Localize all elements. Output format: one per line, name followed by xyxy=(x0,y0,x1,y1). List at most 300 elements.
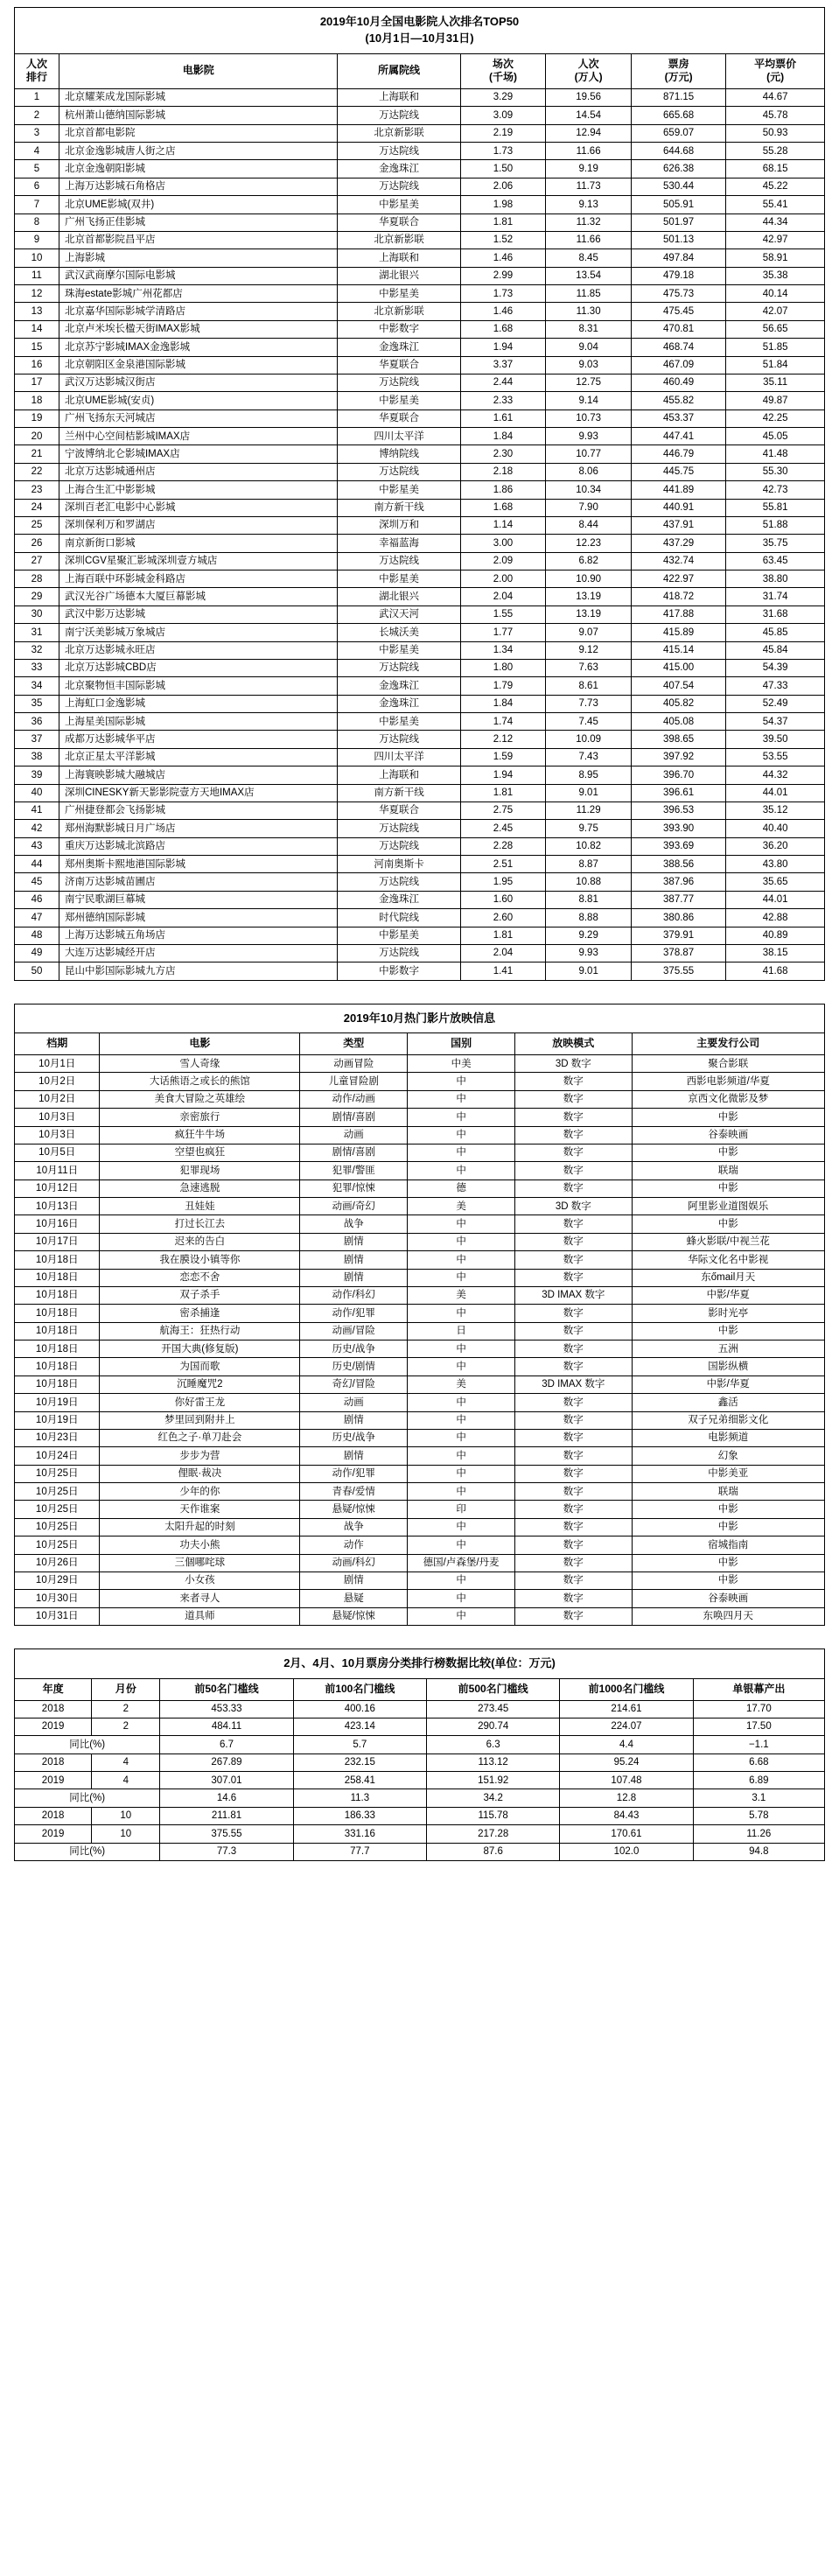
table-cell: 2019 xyxy=(15,1825,92,1843)
table-row xyxy=(15,837,825,855)
table-cell: 成都万达影城华平店 xyxy=(59,731,338,748)
table-cell: 中 xyxy=(408,1251,515,1269)
table-cell: 数字 xyxy=(515,1090,632,1108)
table-cell: 9.07 xyxy=(546,624,632,641)
table-row xyxy=(15,196,825,214)
table-row xyxy=(15,1251,825,1269)
table-cell: 63.45 xyxy=(726,552,825,570)
table-cell: 9.01 xyxy=(546,784,632,802)
table-cell: 1.81 xyxy=(460,927,546,944)
table-cell: 422.97 xyxy=(631,570,725,588)
table-cell: 动作/犯罪 xyxy=(300,1305,408,1322)
table-cell: 17.50 xyxy=(693,1718,824,1735)
table-cell: 10.77 xyxy=(546,445,632,463)
table-cell: 45.22 xyxy=(726,178,825,195)
th-top1000-threshold: 前1000名门槛线 xyxy=(560,1678,693,1700)
th-genre: 类型 xyxy=(300,1033,408,1055)
table-cell: 626.38 xyxy=(631,160,725,178)
table-cell: 国影纵横 xyxy=(632,1358,824,1376)
table-cell: 迟来的告白 xyxy=(100,1233,300,1250)
table-cell: 北京朝阳区金泉港国际影城 xyxy=(59,356,338,374)
table-cell: 396.61 xyxy=(631,784,725,802)
table-cell: 5.7 xyxy=(293,1736,426,1754)
table-row xyxy=(15,909,825,927)
table-cell: 34.2 xyxy=(427,1789,560,1807)
table-row xyxy=(15,1411,825,1429)
table-row xyxy=(15,1501,825,1518)
table-cell: 31.74 xyxy=(726,588,825,606)
table-row xyxy=(15,1807,825,1824)
table-cell: 中影 xyxy=(632,1109,824,1126)
table-cell: 19 xyxy=(15,410,59,427)
table-row xyxy=(15,1322,825,1340)
table-row xyxy=(15,481,825,499)
table-row xyxy=(15,516,825,534)
table-row xyxy=(15,1215,825,1233)
table-row xyxy=(15,178,825,195)
table-row xyxy=(15,944,825,962)
table-cell: 青春/爱情 xyxy=(300,1483,408,1501)
table-cell: 中影数字 xyxy=(338,962,460,980)
table1-body xyxy=(15,88,825,980)
table-cell: 4 xyxy=(15,143,59,160)
table-cell: 数字 xyxy=(515,1465,632,1482)
table-cell: 动画/科幻 xyxy=(300,1554,408,1572)
table-cell: 44.67 xyxy=(726,88,825,106)
table-cell: 剧情 xyxy=(300,1251,408,1269)
table-cell: 上海联和 xyxy=(338,249,460,267)
table-cell: 10月17日 xyxy=(15,1233,100,1250)
table-cell: 10月26日 xyxy=(15,1554,100,1572)
table-cell: 49 xyxy=(15,944,59,962)
th-chain: 所属院线 xyxy=(338,53,460,88)
table-cell: 35.75 xyxy=(726,535,825,552)
table-cell: 13.54 xyxy=(546,267,632,284)
table-cell: 10月29日 xyxy=(15,1572,100,1589)
table-cell: 393.69 xyxy=(631,837,725,855)
table-cell: 中 xyxy=(408,1447,515,1465)
table-cell: 悬疑/惊悚 xyxy=(300,1501,408,1518)
table-cell: 4.4 xyxy=(560,1736,693,1754)
table-cell: 47 xyxy=(15,909,59,927)
table-cell: 金逸珠江 xyxy=(338,160,460,178)
table-cell: 217.28 xyxy=(427,1825,560,1843)
table-cell: 数字 xyxy=(515,1233,632,1250)
table-row xyxy=(15,392,825,410)
table-cell: 数字 xyxy=(515,1305,632,1322)
table-cell: 阿里影业道图娱乐 xyxy=(632,1198,824,1215)
table-cell: 54.37 xyxy=(726,713,825,731)
table-row xyxy=(15,1572,825,1589)
table-row xyxy=(15,1073,825,1090)
table-cell: 2018 xyxy=(15,1700,92,1718)
table-cell: 时代院线 xyxy=(338,909,460,927)
table-cell: 中影星美 xyxy=(338,713,460,731)
table-cell: 影时光亭 xyxy=(632,1305,824,1322)
table-row xyxy=(15,1358,825,1376)
table-cell: 307.01 xyxy=(160,1772,293,1789)
table-cell: 中影 xyxy=(632,1180,824,1197)
table-cell: 27 xyxy=(15,552,59,570)
table-cell: 40.14 xyxy=(726,285,825,303)
table-row xyxy=(15,445,825,463)
table-row xyxy=(15,713,825,731)
table-cell: 中 xyxy=(408,1269,515,1286)
table3-title-row xyxy=(15,1649,825,1679)
table-cell: 幻象 xyxy=(632,1447,824,1465)
table-row xyxy=(15,1789,825,1807)
table-row xyxy=(15,1055,825,1073)
table-cell: 沉睡魔咒2 xyxy=(100,1376,300,1393)
table-cell: 8.95 xyxy=(546,766,632,784)
table-cell: 剧情/喜剧 xyxy=(300,1144,408,1161)
table-cell: 谷泰映画 xyxy=(632,1126,824,1144)
table1-header-row xyxy=(15,53,825,88)
table-cell: 530.44 xyxy=(631,178,725,195)
table-cell: 东őmail月天 xyxy=(632,1269,824,1286)
table-cell: 丑娃娃 xyxy=(100,1198,300,1215)
table-cell: 数字 xyxy=(515,1162,632,1180)
th-cinema: 电影院 xyxy=(59,53,338,88)
table-cell: 9.93 xyxy=(546,428,632,445)
table-cell: 10.88 xyxy=(546,873,632,891)
table-cell: 中影星美 xyxy=(338,570,460,588)
table-cell: 数字 xyxy=(515,1483,632,1501)
table-cell: 267.89 xyxy=(160,1754,293,1771)
table-row xyxy=(15,1305,825,1322)
table-cell: 深圳万和 xyxy=(338,516,460,534)
table-cell: 8.45 xyxy=(546,249,632,267)
table-cell: 31.68 xyxy=(726,606,825,623)
table-cell: 1.61 xyxy=(460,410,546,427)
table-cell: 1.81 xyxy=(460,784,546,802)
table-cell: 437.29 xyxy=(631,535,725,552)
table-cell: 7.90 xyxy=(546,499,632,516)
table-cell: 42.88 xyxy=(726,909,825,927)
table-cell: 河南奥斯卡 xyxy=(338,856,460,873)
table-cell: 17 xyxy=(15,374,59,391)
table-cell: 万达院线 xyxy=(338,463,460,480)
table-cell: 49.87 xyxy=(726,392,825,410)
table-cell: 上海百联中环影城金科路店 xyxy=(59,570,338,588)
table-cell: 武汉武商摩尔国际电影城 xyxy=(59,267,338,284)
table-cell: 22 xyxy=(15,463,59,480)
th-avgprice-l1: 平均票价 xyxy=(754,57,797,70)
table-cell: 华夏联合 xyxy=(338,356,460,374)
table-cell: 长城沃美 xyxy=(338,624,460,641)
table-cell: 北京新影联 xyxy=(338,303,460,320)
table-cell: 11.85 xyxy=(546,285,632,303)
table-cell: 10月18日 xyxy=(15,1340,100,1358)
table-row xyxy=(15,624,825,641)
table-cell: 42.07 xyxy=(726,303,825,320)
table-cell: 11.66 xyxy=(546,231,632,248)
table-cell: 中影星美 xyxy=(338,641,460,659)
table-cell: 中 xyxy=(408,1536,515,1554)
threshold-comparison-table xyxy=(14,1648,825,1861)
table-cell: 珠海estate影城广州花都店 xyxy=(59,285,338,303)
table-cell: 数字 xyxy=(515,1607,632,1625)
table-cell: 1.84 xyxy=(460,695,546,712)
table-cell: 武汉万达影城汉街店 xyxy=(59,374,338,391)
table-cell: 34 xyxy=(15,677,59,695)
table-cell: 470.81 xyxy=(631,320,725,338)
cinema-admissions-top50-table xyxy=(14,7,825,981)
table-cell: 871.15 xyxy=(631,88,725,106)
table-cell: 35.12 xyxy=(726,802,825,819)
table-row xyxy=(15,1554,825,1572)
table-cell: 1.46 xyxy=(460,303,546,320)
table-cell: 45.85 xyxy=(726,624,825,641)
table-cell: 犯罪/惊悚 xyxy=(300,1180,408,1197)
th-per-screen-output: 单银幕产出 xyxy=(693,1678,824,1700)
table-row xyxy=(15,231,825,248)
table-cell: 宁波博纳北仑影城IMAX店 xyxy=(59,445,338,463)
table-cell: 417.88 xyxy=(631,606,725,623)
table-cell: 10月25日 xyxy=(15,1501,100,1518)
table-cell: 动画 xyxy=(300,1126,408,1144)
table-row xyxy=(15,1590,825,1607)
table-cell: 10月3日 xyxy=(15,1126,100,1144)
table-cell: 中 xyxy=(408,1126,515,1144)
table-cell: 10月31日 xyxy=(15,1607,100,1625)
table-cell: 29 xyxy=(15,588,59,606)
table-cell: 10.34 xyxy=(546,481,632,499)
table-cell: 24 xyxy=(15,499,59,516)
table-cell: 步步为营 xyxy=(100,1447,300,1465)
table-row xyxy=(15,677,825,695)
table-cell: 中 xyxy=(408,1572,515,1589)
table-cell: 9.93 xyxy=(546,944,632,962)
table-cell: 数字 xyxy=(515,1590,632,1607)
table-cell: 39 xyxy=(15,766,59,784)
table-cell: 大连万达影城经开店 xyxy=(59,944,338,962)
table-row xyxy=(15,641,825,659)
table-row xyxy=(15,428,825,445)
th-rank-l1: 人次 xyxy=(25,57,47,70)
table-cell: 331.16 xyxy=(293,1825,426,1843)
table-cell: 武汉中影万达影城 xyxy=(59,606,338,623)
table-cell: 26 xyxy=(15,535,59,552)
table2-title: 2019年10月热门影片放映信息 xyxy=(15,1004,825,1033)
table-cell: 同比(%) xyxy=(15,1789,160,1807)
table-cell: 2019 xyxy=(15,1772,92,1789)
table-cell: 9.19 xyxy=(546,160,632,178)
table-cell: 13.19 xyxy=(546,588,632,606)
table-cell: 38 xyxy=(15,748,59,766)
table-cell: 中影星美 xyxy=(338,392,460,410)
table-cell: 6.7 xyxy=(160,1736,293,1754)
table-cell: 3D 数字 xyxy=(515,1198,632,1215)
table-cell: 来者寻人 xyxy=(100,1590,300,1607)
table-cell: 10月23日 xyxy=(15,1429,100,1446)
table-cell: 中 xyxy=(408,1090,515,1108)
table-cell: 兰州中心空间桔影城IMAX店 xyxy=(59,428,338,445)
table-cell: 1.94 xyxy=(460,339,546,356)
table-cell: 290.74 xyxy=(427,1718,560,1735)
table-row xyxy=(15,1518,825,1536)
table-cell: 9.13 xyxy=(546,196,632,214)
table-cell: 8.06 xyxy=(546,463,632,480)
table-cell: 10 xyxy=(15,249,59,267)
table-cell: 1.55 xyxy=(460,606,546,623)
table-cell: 中影/华夏 xyxy=(632,1286,824,1304)
table-cell: 1.74 xyxy=(460,713,546,731)
table-cell: 50.93 xyxy=(726,124,825,142)
table-cell: 9.75 xyxy=(546,820,632,837)
table2-body xyxy=(15,1055,825,1626)
table-cell: 10.90 xyxy=(546,570,632,588)
table-cell: 中 xyxy=(408,1215,515,1233)
table-cell: 40.40 xyxy=(726,820,825,837)
table2-title-row xyxy=(15,1004,825,1033)
table-cell: 35.65 xyxy=(726,873,825,891)
table-cell: 博纳院线 xyxy=(338,445,460,463)
table-cell: 金逸珠江 xyxy=(338,891,460,908)
table-row xyxy=(15,143,825,160)
table-cell: 379.91 xyxy=(631,927,725,944)
table-cell: 9 xyxy=(15,231,59,248)
table-cell: 德 xyxy=(408,1180,515,1197)
table-cell: 405.08 xyxy=(631,713,725,731)
table-cell: 大话熊语之或长的熊馆 xyxy=(100,1073,300,1090)
table-row xyxy=(15,1700,825,1718)
table-cell: 五洲 xyxy=(632,1340,824,1358)
table-cell: 数字 xyxy=(515,1269,632,1286)
table-cell: 15 xyxy=(15,339,59,356)
table-cell: 万达院线 xyxy=(338,837,460,855)
table-cell: 28 xyxy=(15,570,59,588)
table-cell: 我在膜设小镇等你 xyxy=(100,1251,300,1269)
table-cell: 9.03 xyxy=(546,356,632,374)
table-cell: 16 xyxy=(15,356,59,374)
table-row xyxy=(15,374,825,391)
table-cell: 万达院线 xyxy=(338,374,460,391)
table-cell: 33 xyxy=(15,659,59,676)
table-cell: 455.82 xyxy=(631,392,725,410)
table-cell: 56.65 xyxy=(726,320,825,338)
table-cell: 7 xyxy=(15,196,59,214)
table-cell: 四川太平洋 xyxy=(338,748,460,766)
table-cell: 7.63 xyxy=(546,659,632,676)
table-row xyxy=(15,1754,825,1771)
table-cell: 2.44 xyxy=(460,374,546,391)
table-cell: 10月3日 xyxy=(15,1109,100,1126)
table-cell: 10月25日 xyxy=(15,1483,100,1501)
table-row xyxy=(15,1394,825,1411)
table-cell: 1.73 xyxy=(460,285,546,303)
table-cell: 数字 xyxy=(515,1126,632,1144)
table-row xyxy=(15,1180,825,1197)
table-cell: 8 xyxy=(15,214,59,231)
th-country: 国别 xyxy=(408,1033,515,1055)
table-cell: 北京正星太平洋影城 xyxy=(59,748,338,766)
table-cell: 1 xyxy=(15,88,59,106)
table-cell: 68.15 xyxy=(726,160,825,178)
table-cell: 南京新街口影城 xyxy=(59,535,338,552)
table-row xyxy=(15,731,825,748)
table-cell: 急速逃脱 xyxy=(100,1180,300,1197)
table-cell: 1.68 xyxy=(460,499,546,516)
table-cell: 35.38 xyxy=(726,267,825,284)
table-cell: 10.73 xyxy=(546,410,632,427)
table-cell: 10月18日 xyxy=(15,1269,100,1286)
table-cell: 上海影城 xyxy=(59,249,338,267)
table-cell: 115.78 xyxy=(427,1807,560,1824)
table-cell: 四川太平洋 xyxy=(338,428,460,445)
table-cell: 2.75 xyxy=(460,802,546,819)
table-cell: 42.25 xyxy=(726,410,825,427)
th-admissions-l2: (万人) xyxy=(574,71,603,84)
table-cell: 动作 xyxy=(300,1536,408,1554)
table-cell: 468.74 xyxy=(631,339,725,356)
table-cell: 10月18日 xyxy=(15,1251,100,1269)
th-admissions xyxy=(546,53,632,88)
table-cell: 红色之子·单刀赴会 xyxy=(100,1429,300,1446)
table-cell: 12 xyxy=(15,285,59,303)
table-cell: 数字 xyxy=(515,1073,632,1090)
th-distributor: 主要发行公司 xyxy=(632,1033,824,1055)
table-cell: 2018 xyxy=(15,1754,92,1771)
table-cell: 6.89 xyxy=(693,1772,824,1789)
table-row xyxy=(15,1483,825,1501)
table-cell: 4 xyxy=(92,1754,160,1771)
table-row xyxy=(15,88,825,106)
table-cell: 上海联和 xyxy=(338,88,460,106)
table-cell: 10月16日 xyxy=(15,1215,100,1233)
table-cell: 87.6 xyxy=(427,1843,560,1860)
table-cell: 中 xyxy=(408,1411,515,1429)
table-cell: 历史/战争 xyxy=(300,1340,408,1358)
table-cell: 37 xyxy=(15,731,59,748)
table-cell: 2 xyxy=(92,1700,160,1718)
table-cell: 387.77 xyxy=(631,891,725,908)
table-cell: 数字 xyxy=(515,1447,632,1465)
table-cell: 数字 xyxy=(515,1411,632,1429)
table-cell: 13.19 xyxy=(546,606,632,623)
table-cell: 聚合影联 xyxy=(632,1055,824,1073)
table-cell: 三個哪咤球 xyxy=(100,1554,300,1572)
table-cell: 10月2日 xyxy=(15,1090,100,1108)
table-row xyxy=(15,463,825,480)
table-cell: 10月24日 xyxy=(15,1447,100,1465)
table-cell: 9.29 xyxy=(546,927,632,944)
table-cell: 55.30 xyxy=(726,463,825,480)
table-cell: 华际文化名中影视 xyxy=(632,1251,824,1269)
table3-header-row xyxy=(15,1678,825,1700)
table-cell: 11.73 xyxy=(546,178,632,195)
table-cell: 232.15 xyxy=(293,1754,426,1771)
table-cell: 恋恋不舍 xyxy=(100,1269,300,1286)
table-cell: 谷泰映画 xyxy=(632,1590,824,1607)
table-cell: 2019 xyxy=(15,1718,92,1735)
table-cell: 美 xyxy=(408,1286,515,1304)
table3-body xyxy=(15,1700,825,1860)
table-cell: 397.92 xyxy=(631,748,725,766)
table-row xyxy=(15,535,825,552)
table-cell: 剧情 xyxy=(300,1411,408,1429)
table-cell: 2.04 xyxy=(460,944,546,962)
table-row xyxy=(15,160,825,178)
table-cell: 郑州德纳国际影城 xyxy=(59,909,338,927)
table-cell: 中影美亚 xyxy=(632,1465,824,1482)
table-cell: 郑州奥斯卡熙地港国际影城 xyxy=(59,856,338,873)
table-cell: 10月18日 xyxy=(15,1358,100,1376)
table-cell: 41.68 xyxy=(726,962,825,980)
table-cell: 北京新影联 xyxy=(338,124,460,142)
table-cell: 44 xyxy=(15,856,59,873)
table-cell: 10月25日 xyxy=(15,1536,100,1554)
